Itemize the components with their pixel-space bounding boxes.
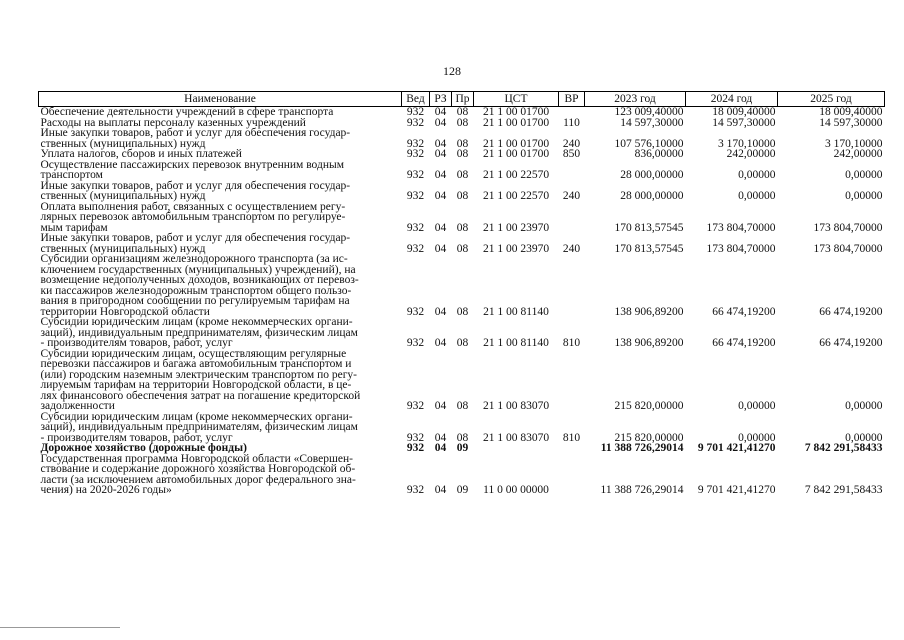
row-pr: 08 [456,431,469,444]
row-vr: 110 [563,116,580,129]
row-rz: 04 [434,169,447,181]
col-header-rz: РЗ [430,92,452,107]
row-cst: 21 1 00 22570 [482,169,550,181]
row-cst: 21 1 00 83070 [482,431,550,444]
row-name: Осуществление пассажирских перевозок внутренним водным транспортом [40,158,344,181]
row-rz: 04 [434,190,447,202]
row-vr [559,254,585,317]
row-amount-2025: 0,00000 [845,190,883,202]
row-amount-2024: 14 597,30000 [712,116,776,129]
row-vr [559,349,585,412]
row-vr [559,443,585,454]
row-pr: 08 [456,221,469,234]
row-rz: 04 [434,484,447,496]
table-row [39,107,885,118]
row-pr: 08 [456,242,469,255]
footer-line [0,627,120,628]
row-amount-2023: 28 000,00000 [620,190,684,202]
row-amount-2023: 11 388 726,29014 [600,484,684,496]
row-pr: 08 [456,106,469,118]
row-vr: 240 [562,137,581,150]
row-amount-2024: 0,00000 [738,400,776,412]
row-pr: 08 [456,137,469,150]
row-name: Государственная программа Новгородской области «Совершен- ствование и содержание дорожного хозяйства Новгородской об- ласти (за исключением автомобильных дорог федерального зна- чения) на 2020-2026 годы» [40,452,356,496]
row-amount-2024: 3 170,10000 [718,137,776,150]
row-rz: 04 [434,137,447,150]
row-ved: 932 [406,148,425,160]
row-pr: 08 [456,305,469,318]
row-amount-2025: 0,00000 [845,400,883,412]
row-cst: 21 1 00 81140 [483,305,549,318]
row-ved: 932 [406,442,425,454]
row-cst: 21 1 00 01700 [482,148,550,160]
row-cst: 21 1 00 01700 [482,137,550,150]
row-name: Уплата налогов, сборов и иных платежей [40,148,242,160]
col-header-2025: 2025 год [778,92,885,107]
row-vr: 240 [562,190,581,202]
col-header-cst: ЦСТ [474,92,559,107]
row-amount-2023: 28 000,00000 [620,169,684,181]
table-row [39,181,885,202]
row-cst [474,443,559,454]
row-ved: 932 [406,221,425,234]
row-rz: 04 [434,305,447,318]
row-pr: 08 [456,169,469,181]
row-vr: 810 [562,431,581,444]
row-amount-2025: 18 009,40000 [819,106,883,118]
row-amount-2025: 66 474,19200 [819,305,883,318]
row-amount-2023: 123 009,40000 [614,106,684,118]
col-header-vr: ВР [559,92,585,107]
row-amount-2025: 14 597,30000 [819,116,883,129]
row-amount-2024: 9 701 421,41270 [697,484,776,496]
row-name: Субсидии юридическим лицам (кроме некоммерческих органи- заций), индивидуальным предпринимателям, физическим лицам - производителям товаров, работ, услуг [40,316,358,349]
row-amount-2024: 173 804,70000 [706,221,776,234]
table-row [39,254,885,317]
row-vr: 850 [562,148,581,160]
row-rz: 04 [434,242,447,255]
row-ved: 932 [406,484,425,496]
row-pr: 08 [456,400,469,412]
row-amount-2024: 242,00000 [726,148,776,160]
row-amount-2025: 0,00000 [845,431,883,444]
row-rz: 04 [434,221,447,234]
row-amount-2025: 7 842 291,58433 [804,484,883,496]
row-ved: 932 [406,431,425,444]
row-pr: 09 [456,484,469,496]
row-vr [559,202,585,234]
table-row [39,160,885,181]
row-amount-2024: 0,00000 [738,169,776,181]
row-amount-2023: 215 820,00000 [614,431,684,444]
row-ved: 932 [406,400,425,412]
row-amount-2024: 0,00000 [738,431,776,444]
row-amount-2025: 0,00000 [845,169,883,181]
row-amount-2024: 9 701 421,41270 [697,442,776,454]
row-amount-2023: 170 813,57545 [614,242,684,255]
row-name: Дорожное хозяйство (дорожные фонды) [40,442,247,454]
row-vr [559,107,585,118]
row-amount-2023: 11 388 726,29014 [600,442,684,454]
row-amount-2024: 173 804,70000 [706,242,776,255]
row-amount-2023: 170 813,57545 [614,221,684,234]
row-name: Иные закупки товаров, работ и услуг для обеспечения государ- ственных (муниципальных) нужд [40,232,351,255]
row-ved: 932 [406,106,425,118]
row-amount-2023: 138 906,89200 [614,337,684,349]
row-amount-2024: 18 009,40000 [712,106,776,118]
row-amount-2025: 242,00000 [833,148,883,160]
table-row [39,202,885,234]
row-ved: 932 [406,116,425,129]
row-ved: 932 [406,137,425,150]
row-pr: 08 [456,116,469,129]
row-rz: 04 [434,106,447,118]
row-vr [559,454,585,496]
col-header-ved: Вед [402,92,430,107]
row-vr: 240 [562,242,581,255]
row-amount-2023: 138 906,89200 [614,305,684,318]
row-ved: 932 [406,190,425,202]
table-row [39,128,885,149]
row-cst: 21 1 00 01700 [482,106,550,118]
row-name: Иные закупки товаров, работ и услуг для обеспечения государ- ственных (муниципальных) нужд [40,179,351,202]
row-cst: 21 1 00 22570 [482,190,550,202]
row-pr: 08 [456,190,469,202]
row-name: Оплата выполнения работ, связанных с осуществлением регу- лярных перевозок автомобильным транспортом по регулируе- мым тарифам [40,200,346,234]
row-amount-2025: 66 474,19200 [819,337,883,349]
row-rz: 04 [434,116,447,129]
row-amount-2023: 107 576,10000 [614,137,684,150]
row-cst: 21 1 00 23970 [482,221,550,234]
row-amount-2025: 3 170,10000 [825,137,883,150]
row-pr: 09 [456,442,469,454]
table-row [39,443,885,454]
row-pr: 08 [456,337,469,349]
page-number: 128 [443,64,461,78]
row-rz: 04 [434,337,447,349]
row-ved: 932 [406,242,425,255]
row-cst: 21 1 00 01700 [482,116,550,129]
row-amount-2023: 215 820,00000 [614,400,684,412]
row-ved: 932 [406,337,425,349]
row-name: Субсидии организациям железнодорожного транспорта (за ис- ключением государственных (муниципальных) учреждений), на возмещение недополученных доходов, возникающих от перевоз- ки пассажиров железнодорожным транспортом общего пользо- вания в пригородном сообщении по регулируемым тарифам на территории Новгородской области [40,253,359,318]
row-name: Субсидии юридическим лицам (кроме некоммерческих органи- заций), индивидуальным предпринимателям, физическим лицам - производителям товаров, работ, услуг [40,410,358,444]
row-cst: 21 1 00 83070 [482,400,550,412]
row-rz: 04 [434,148,447,160]
row-name: Иные закупки товаров, работ и услуг для обеспечения государ- ственных (муниципальных) нужд [40,127,351,150]
row-cst: 21 1 00 81140 [483,337,549,349]
table-row [39,317,885,349]
row-amount-2025: 173 804,70000 [813,221,883,234]
row-cst: 21 1 00 23970 [482,242,550,255]
budget-table [38,91,885,496]
row-amount-2023: 14 597,30000 [620,116,684,129]
table-header-row [39,92,885,107]
row-rz: 04 [434,400,447,412]
col-header-2023: 2023 год [585,92,686,107]
row-name: Обеспечение деятельности учреждений в сфере транспорта [40,106,334,118]
row-vr [559,160,585,181]
row-rz: 04 [434,442,447,454]
table-row [39,454,885,496]
table-body [39,107,885,496]
row-name: Субсидии юридическим лицам, осуществляющим регулярные перевозки пассажиров и багажа автомобильным транспортом и (или) городским наземным электрическим транспортом по регу- лируемым тарифам на территории Новгородской области, в це- лях финансового обеспечения затрат на погашение кредиторской задолженности [40,347,361,412]
row-amount-2024: 66 474,19200 [712,305,776,318]
row-vr: 810 [562,337,581,349]
table-row [39,149,885,160]
row-amount-2025: 173 804,70000 [813,242,883,255]
col-header-pr: Пр [452,92,474,107]
row-ved: 932 [406,169,425,181]
col-header-2024: 2024 год [686,92,778,107]
row-amount-2025: 7 842 291,58433 [804,442,883,454]
row-rz: 04 [434,431,447,444]
table-row [39,233,885,254]
row-amount-2024: 66 474,19200 [712,337,776,349]
table-row [39,412,885,444]
row-ved: 932 [406,305,425,318]
row-amount-2024: 0,00000 [738,190,776,202]
row-pr: 08 [456,148,469,160]
col-header-name: Наименование [39,92,402,107]
row-name: Расходы на выплаты персоналу казенных учреждений [40,116,306,129]
table-row [39,349,885,412]
row-amount-2023: 836,00000 [634,148,684,160]
row-cst: 11 0 00 00000 [483,484,549,496]
